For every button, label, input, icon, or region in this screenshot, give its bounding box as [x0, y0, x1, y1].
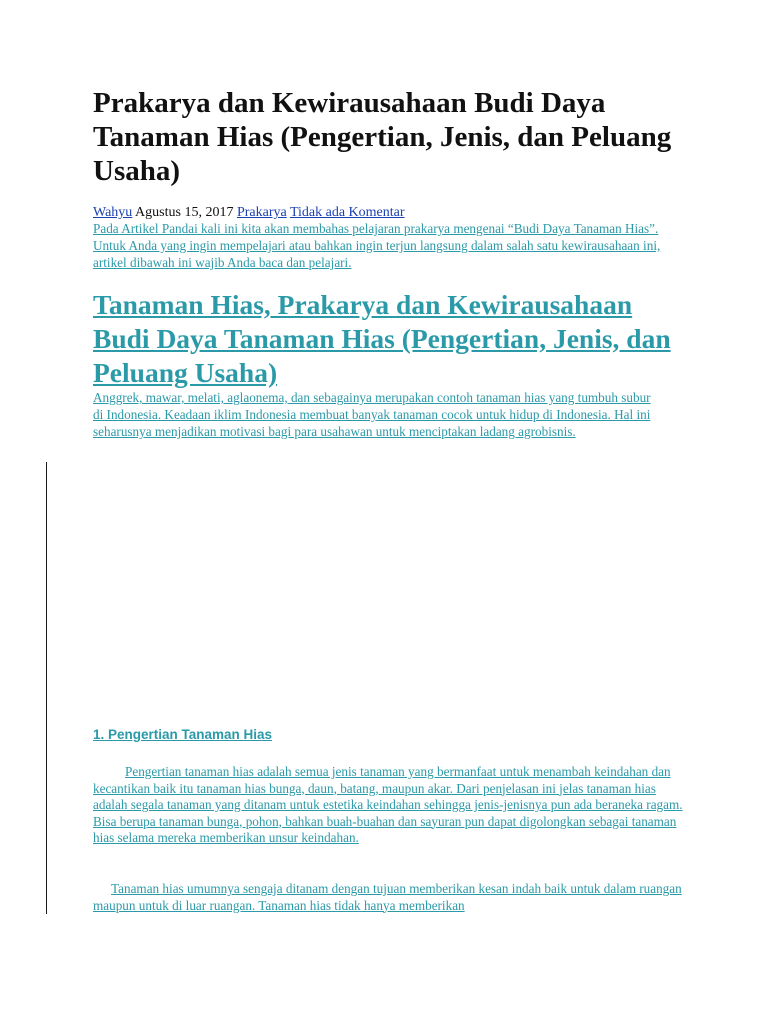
comments-link[interactable]: Tidak ada Komentar	[289, 205, 405, 220]
subsection-paragraph-2-text: Tanaman hias umumnya sengaja ditanam dengan tujuan memberikan kesan indah baik untuk dalam ruangan maupun untuk di luar ruangan. Tanaman hias tidak hanya memberikan	[93, 881, 682, 913]
intro-paragraph[interactable]: Pada Artikel Pandai kali ini kita akan membahas pelajaran prakarya mengenai “Budi Daya Tanaman Hias”. Untuk Anda yang ingin mempelajari atau bahkan ingin terjun langsung dalam salah satu kewirausahaan ini, artikel dibawah ini wajib Anda baca dan pelajari.	[93, 221, 661, 270]
subsection-paragraph-1[interactable]	[93, 764, 693, 847]
subsection-heading[interactable]: 1. Pengertian Tanaman Hias	[93, 727, 273, 742]
subsection-paragraph-1-text: Pengertian tanaman hias adalah semua jenis tanaman yang bermanfaat untuk menambah keindahan dan kecantikan baik itu tanaman hias bunga, daun, batang, maupun akar. Dari penjelasan ini jelas tanaman hias adalah segala tanaman yang ditanam untuk estetika keindahan sehingga jenis-jenisnya pun ada beraneka ragam. Bisa berupa tanaman bunga, pohon, bahkan buah-buahan dan sayuran pun dapat digolongkan sebagai tanaman hias selama mereka memberikan unsur keindahan.	[93, 764, 683, 845]
section-heading[interactable]: Tanaman Hias, Prakarya dan Kewirausahaan Budi Daya Tanaman Hias (Pengertian, Jenis, dan Peluang Usaha)	[93, 289, 671, 388]
page-title: Prakarya dan Kewirausahaan Budi Daya Tanaman Hias (Pengertian, Jenis, dan Peluang Usaha)	[93, 87, 672, 187]
post-date: Agustus 15, 2017	[135, 205, 234, 220]
section-paragraph[interactable]: Anggrek, mawar, melati, aglaonema, dan sebagainya merupakan contoh tanaman hias yang tumbuh subur di Indonesia. Keadaan iklim Indonesia membuat banyak tanaman cocok untuk hidup di Indonesia. Hal ini seharusnya menjadikan motivasi bagi para usahawan untuk menciptakan ladang agrobisnis.	[93, 390, 651, 439]
subsection-paragraph-2[interactable]	[93, 881, 693, 914]
margin-rule	[46, 462, 47, 914]
author-link[interactable]: Wahyu	[93, 205, 133, 220]
category-link[interactable]: Prakarya	[236, 205, 287, 220]
